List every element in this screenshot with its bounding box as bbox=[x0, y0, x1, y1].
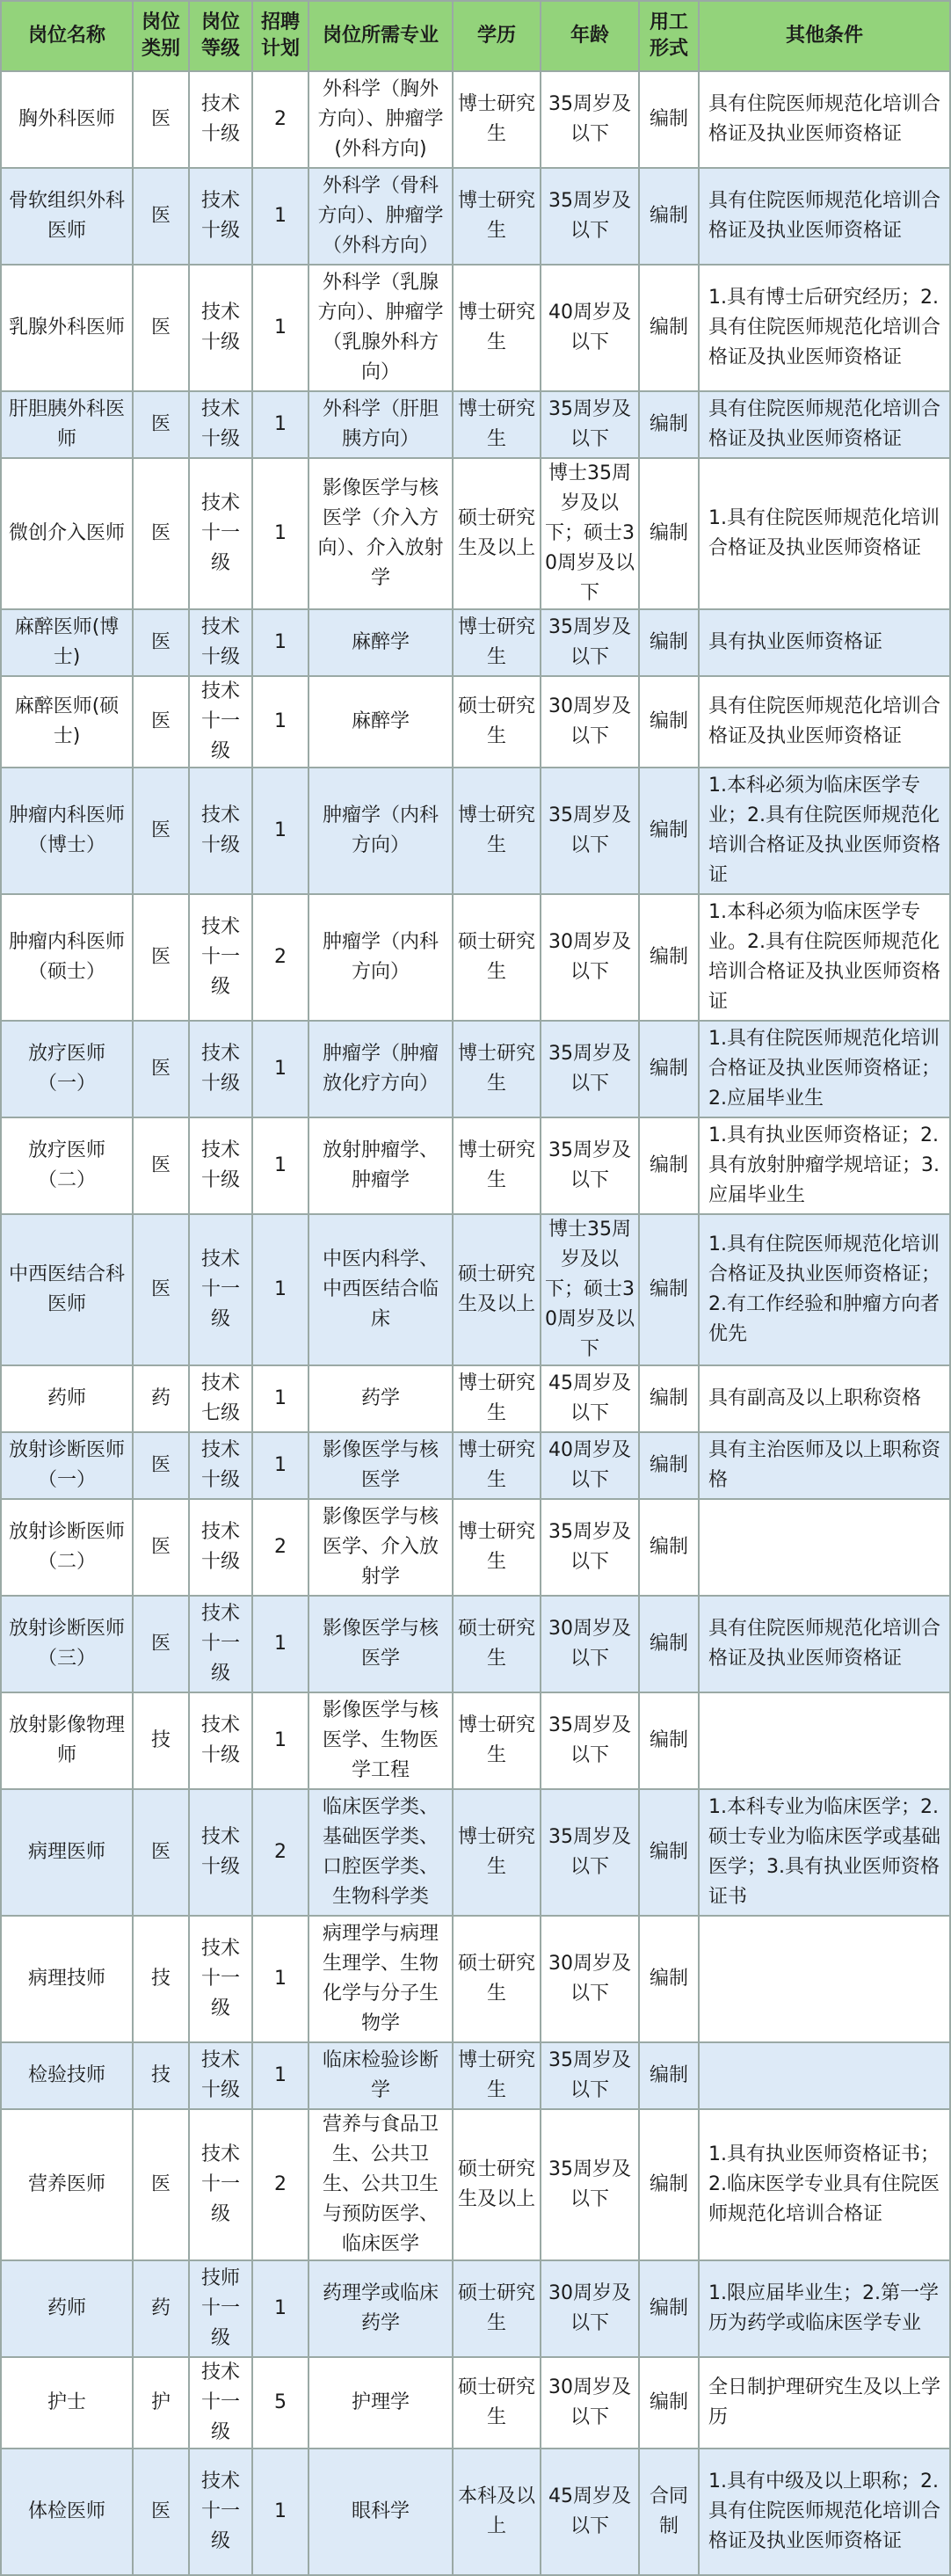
cell-age: 35周岁及以下 bbox=[541, 1692, 639, 1789]
cell-category: 医 bbox=[133, 1499, 189, 1596]
cell-grade: 技术七级 bbox=[189, 1365, 252, 1432]
cell-employment: 编制 bbox=[639, 609, 699, 676]
cell-conditions: 1.具有执业医师资格证；2.具有放射肿瘤学规培证；3.应届毕业生 bbox=[699, 1117, 950, 1214]
cell-employment: 编制 bbox=[639, 2357, 699, 2449]
cell-age: 45周岁及以下 bbox=[541, 2449, 639, 2575]
cell-conditions: 1.具有中级及以上职称；2.具有住院医师规范化培训合格证及执业医师资格证 bbox=[699, 2449, 950, 2575]
cell-age: 30周岁及以下 bbox=[541, 2357, 639, 2449]
table-row bbox=[1, 458, 950, 609]
cell-age: 35周岁及以下 bbox=[541, 391, 639, 458]
cell-category: 医 bbox=[133, 609, 189, 676]
cell-position-name: 肿瘤内科医师（硕士） bbox=[1, 894, 133, 1021]
cell-employment: 编制 bbox=[639, 168, 699, 265]
cell-age: 博士35周岁及以下；硕士30周岁及以下 bbox=[541, 458, 639, 609]
cell-education: 硕士研究生 bbox=[453, 894, 541, 1021]
cell-position-name: 放射诊断医师（一） bbox=[1, 1432, 133, 1499]
cell-grade: 技术十一级 bbox=[189, 2357, 252, 2449]
cell-major: 麻醉学 bbox=[309, 609, 453, 676]
cell-major: 肿瘤学（内科方向） bbox=[309, 768, 453, 894]
cell-position-name: 检验技师 bbox=[1, 2042, 133, 2109]
cell-grade: 技术十级 bbox=[189, 1432, 252, 1499]
cell-grade: 技术十级 bbox=[189, 168, 252, 265]
cell-position-name: 放疗医师（二） bbox=[1, 1117, 133, 1214]
cell-employment: 编制 bbox=[639, 676, 699, 768]
cell-major: 影像医学与核医学 bbox=[309, 1432, 453, 1499]
cell-employment: 编制 bbox=[639, 1117, 699, 1214]
cell-plan: 1 bbox=[252, 1117, 309, 1214]
cell-position-name: 骨软组织外科医师 bbox=[1, 168, 133, 265]
cell-major: 营养与食品卫生、公共卫生、公共卫生与预防医学、临床医学 bbox=[309, 2109, 453, 2260]
cell-employment: 编制 bbox=[639, 2260, 699, 2357]
cell-position-name: 乳腺外科医师 bbox=[1, 265, 133, 391]
cell-grade: 技术十级 bbox=[189, 1021, 252, 1117]
table-row bbox=[1, 2109, 950, 2260]
cell-major: 药学 bbox=[309, 1365, 453, 1432]
header-row bbox=[1, 1, 950, 71]
cell-major: 麻醉学 bbox=[309, 676, 453, 768]
table-row bbox=[1, 71, 950, 168]
cell-position-name: 病理医师 bbox=[1, 1789, 133, 1916]
cell-category: 医 bbox=[133, 458, 189, 609]
header-major: 岗位所需专业 bbox=[309, 1, 453, 71]
table-row bbox=[1, 1021, 950, 1117]
cell-grade: 技术十级 bbox=[189, 1499, 252, 1596]
cell-age: 35周岁及以下 bbox=[541, 1021, 639, 1117]
header-grade: 岗位等级 bbox=[189, 1, 252, 71]
cell-plan: 1 bbox=[252, 168, 309, 265]
cell-plan: 1 bbox=[252, 265, 309, 391]
cell-grade: 技师十一级 bbox=[189, 2260, 252, 2357]
cell-grade: 技术十级 bbox=[189, 2042, 252, 2109]
cell-conditions bbox=[699, 1499, 950, 1596]
cell-plan: 5 bbox=[252, 2357, 309, 2449]
cell-major: 肿瘤学（肿瘤放化疗方向） bbox=[309, 1021, 453, 1117]
table-row bbox=[1, 1692, 950, 1789]
cell-employment: 编制 bbox=[639, 1214, 699, 1365]
cell-conditions: 具有执业医师资格证 bbox=[699, 609, 950, 676]
cell-category: 医 bbox=[133, 1117, 189, 1214]
cell-conditions: 具有副高及以上职称资格 bbox=[699, 1365, 950, 1432]
cell-age: 35周岁及以下 bbox=[541, 2109, 639, 2260]
cell-position-name: 药师 bbox=[1, 1365, 133, 1432]
cell-conditions: 具有住院医师规范化培训合格证及执业医师资格证 bbox=[699, 168, 950, 265]
cell-position-name: 放疗医师（一） bbox=[1, 1021, 133, 1117]
table-row bbox=[1, 391, 950, 458]
cell-major: 临床检验诊断学 bbox=[309, 2042, 453, 2109]
header-plan: 招聘计划 bbox=[252, 1, 309, 71]
table-body bbox=[1, 71, 950, 2575]
cell-education: 博士研究生 bbox=[453, 1499, 541, 1596]
cell-category: 医 bbox=[133, 1432, 189, 1499]
cell-major: 影像医学与核医学（介入方向）、介入放射学 bbox=[309, 458, 453, 609]
cell-plan: 1 bbox=[252, 609, 309, 676]
cell-education: 博士研究生 bbox=[453, 1117, 541, 1214]
cell-major: 病理学与病理生理学、生物化学与分子生物学 bbox=[309, 1916, 453, 2042]
cell-grade: 技术十级 bbox=[189, 265, 252, 391]
cell-education: 硕士研究生及以上 bbox=[453, 458, 541, 609]
cell-employment: 编制 bbox=[639, 768, 699, 894]
cell-employment: 编制 bbox=[639, 2042, 699, 2109]
cell-category: 医 bbox=[133, 1021, 189, 1117]
header-conditions: 其他条件 bbox=[699, 1, 950, 71]
cell-employment: 编制 bbox=[639, 1432, 699, 1499]
cell-education: 博士研究生 bbox=[453, 1365, 541, 1432]
cell-grade: 技术十一级 bbox=[189, 676, 252, 768]
cell-age: 35周岁及以下 bbox=[541, 1117, 639, 1214]
cell-position-name: 营养医师 bbox=[1, 2109, 133, 2260]
cell-education: 博士研究生 bbox=[453, 168, 541, 265]
cell-grade: 技术十一级 bbox=[189, 894, 252, 1021]
cell-conditions: 1.具有住院医师规范化培训合格证及执业医师资格证 bbox=[699, 458, 950, 609]
cell-education: 博士研究生 bbox=[453, 1789, 541, 1916]
cell-grade: 技术十级 bbox=[189, 768, 252, 894]
cell-education: 硕士研究生 bbox=[453, 676, 541, 768]
cell-education: 博士研究生 bbox=[453, 1692, 541, 1789]
cell-category: 药 bbox=[133, 1365, 189, 1432]
header-category: 岗位类别 bbox=[133, 1, 189, 71]
cell-plan: 2 bbox=[252, 894, 309, 1021]
cell-plan: 1 bbox=[252, 1021, 309, 1117]
cell-category: 医 bbox=[133, 1596, 189, 1692]
table-row bbox=[1, 1432, 950, 1499]
cell-position-name: 护士 bbox=[1, 2357, 133, 2449]
cell-education: 硕士研究生 bbox=[453, 2357, 541, 2449]
cell-employment: 编制 bbox=[639, 1365, 699, 1432]
table-row bbox=[1, 1499, 950, 1596]
cell-plan: 1 bbox=[252, 458, 309, 609]
cell-education: 硕士研究生及以上 bbox=[453, 1214, 541, 1365]
cell-age: 45周岁及以下 bbox=[541, 1365, 639, 1432]
cell-employment: 编制 bbox=[639, 71, 699, 168]
cell-conditions: 1.具有住院医师规范化培训合格证及执业医师资格证；2.应届毕业生 bbox=[699, 1021, 950, 1117]
table-row bbox=[1, 1365, 950, 1432]
cell-employment: 编制 bbox=[639, 2109, 699, 2260]
cell-category: 医 bbox=[133, 2449, 189, 2575]
cell-category: 医 bbox=[133, 2109, 189, 2260]
cell-plan: 1 bbox=[252, 676, 309, 768]
table-row bbox=[1, 2042, 950, 2109]
cell-major: 药理学或临床药学 bbox=[309, 2260, 453, 2357]
table-row bbox=[1, 1596, 950, 1692]
header-name: 岗位名称 bbox=[1, 1, 133, 71]
cell-position-name: 放射诊断医师（三） bbox=[1, 1596, 133, 1692]
cell-plan: 1 bbox=[252, 1916, 309, 2042]
cell-position-name: 病理技师 bbox=[1, 1916, 133, 2042]
cell-major: 中医内科学、中西医结合临床 bbox=[309, 1214, 453, 1365]
cell-employment: 编制 bbox=[639, 458, 699, 609]
cell-plan: 2 bbox=[252, 71, 309, 168]
cell-age: 30周岁及以下 bbox=[541, 2260, 639, 2357]
cell-major: 影像医学与核医学、生物医学工程 bbox=[309, 1692, 453, 1789]
cell-conditions: 具有住院医师规范化培训合格证及执业医师资格证 bbox=[699, 71, 950, 168]
cell-education: 博士研究生 bbox=[453, 71, 541, 168]
cell-category: 医 bbox=[133, 265, 189, 391]
cell-grade: 技术十一级 bbox=[189, 1916, 252, 2042]
cell-major: 外科学（乳腺方向）、肿瘤学（乳腺外科方向） bbox=[309, 265, 453, 391]
cell-position-name: 肿瘤内科医师（博士） bbox=[1, 768, 133, 894]
table-row bbox=[1, 168, 950, 265]
cell-category: 医 bbox=[133, 391, 189, 458]
cell-education: 博士研究生 bbox=[453, 1432, 541, 1499]
header-age: 年龄 bbox=[541, 1, 639, 71]
cell-plan: 1 bbox=[252, 1365, 309, 1432]
cell-position-name: 体检医师 bbox=[1, 2449, 133, 2575]
cell-education: 硕士研究生 bbox=[453, 2260, 541, 2357]
cell-age: 35周岁及以下 bbox=[541, 1789, 639, 1916]
cell-plan: 2 bbox=[252, 1789, 309, 1916]
cell-conditions bbox=[699, 1916, 950, 2042]
cell-employment: 编制 bbox=[639, 1692, 699, 1789]
cell-age: 30周岁及以下 bbox=[541, 894, 639, 1021]
cell-education: 博士研究生 bbox=[453, 1021, 541, 1117]
cell-grade: 技术十一级 bbox=[189, 2109, 252, 2260]
cell-major: 影像医学与核医学 bbox=[309, 1596, 453, 1692]
cell-category: 技 bbox=[133, 1916, 189, 2042]
cell-conditions: 全日制护理研究生及以上学历 bbox=[699, 2357, 950, 2449]
cell-age: 35周岁及以下 bbox=[541, 2042, 639, 2109]
cell-age: 35周岁及以下 bbox=[541, 768, 639, 894]
cell-conditions: 1.具有执业医师资格证书；2.临床医学专业具有住院医师规范化培训合格证 bbox=[699, 2109, 950, 2260]
cell-category: 医 bbox=[133, 1789, 189, 1916]
cell-plan: 1 bbox=[252, 1432, 309, 1499]
cell-plan: 1 bbox=[252, 2260, 309, 2357]
cell-plan: 2 bbox=[252, 2109, 309, 2260]
cell-major: 临床医学类、基础医学类、口腔医学类、生物科学类 bbox=[309, 1789, 453, 1916]
cell-category: 医 bbox=[133, 768, 189, 894]
cell-category: 医 bbox=[133, 71, 189, 168]
cell-education: 硕士研究生 bbox=[453, 1596, 541, 1692]
cell-education: 硕士研究生 bbox=[453, 1916, 541, 2042]
table-row bbox=[1, 2260, 950, 2357]
cell-plan: 2 bbox=[252, 1499, 309, 1596]
table-row bbox=[1, 609, 950, 676]
cell-grade: 技术十一级 bbox=[189, 2449, 252, 2575]
cell-conditions: 1.具有住院医师规范化培训合格证及执业医师资格证；2.有工作经验和肿瘤方向者优先 bbox=[699, 1214, 950, 1365]
cell-employment: 编制 bbox=[639, 1499, 699, 1596]
table-row bbox=[1, 2357, 950, 2449]
cell-category: 医 bbox=[133, 894, 189, 1021]
cell-conditions: 1.具有博士后研究经历；2.具有住院医师规范化培训合格证及执业医师资格证 bbox=[699, 265, 950, 391]
cell-education: 博士研究生 bbox=[453, 2042, 541, 2109]
cell-position-name: 放射影像物理师 bbox=[1, 1692, 133, 1789]
cell-conditions: 1.本科必须为临床医学专业。2.具有住院医师规范化培训合格证及执业医师资格证 bbox=[699, 894, 950, 1021]
cell-category: 技 bbox=[133, 2042, 189, 2109]
cell-age: 35周岁及以下 bbox=[541, 609, 639, 676]
cell-plan: 1 bbox=[252, 1596, 309, 1692]
cell-major: 外科学（骨科方向）、肿瘤学（外科方向） bbox=[309, 168, 453, 265]
cell-age: 35周岁及以下 bbox=[541, 71, 639, 168]
cell-plan: 1 bbox=[252, 391, 309, 458]
cell-conditions: 1.限应届毕业生；2.第一学历为药学或临床医学专业 bbox=[699, 2260, 950, 2357]
cell-plan: 1 bbox=[252, 1214, 309, 1365]
cell-plan: 1 bbox=[252, 1692, 309, 1789]
cell-category: 药 bbox=[133, 2260, 189, 2357]
cell-employment: 编制 bbox=[639, 1789, 699, 1916]
cell-major: 放射肿瘤学、肿瘤学 bbox=[309, 1117, 453, 1214]
table-row bbox=[1, 265, 950, 391]
cell-education: 硕士研究生及以上 bbox=[453, 2109, 541, 2260]
cell-plan: 1 bbox=[252, 2042, 309, 2109]
cell-grade: 技术十级 bbox=[189, 1117, 252, 1214]
cell-employment: 合同制 bbox=[639, 2449, 699, 2575]
cell-conditions: 1.本科必须为临床医学专业；2.具有住院医师规范化培训合格证及执业医师资格证 bbox=[699, 768, 950, 894]
cell-position-name: 药师 bbox=[1, 2260, 133, 2357]
cell-conditions: 具有住院医师规范化培训合格证及执业医师资格证 bbox=[699, 1596, 950, 1692]
cell-category: 医 bbox=[133, 676, 189, 768]
header-education: 学历 bbox=[453, 1, 541, 71]
cell-education: 博士研究生 bbox=[453, 391, 541, 458]
cell-major: 护理学 bbox=[309, 2357, 453, 2449]
table-row bbox=[1, 1214, 950, 1365]
cell-position-name: 胸外科医师 bbox=[1, 71, 133, 168]
cell-position-name: 放射诊断医师（二） bbox=[1, 1499, 133, 1596]
cell-position-name: 中西医结合科医师 bbox=[1, 1214, 133, 1365]
cell-age: 35周岁及以下 bbox=[541, 168, 639, 265]
table-row bbox=[1, 768, 950, 894]
cell-conditions: 1.本科专业为临床医学；2.硕士专业为临床医学或基础医学；3.具有执业医师资格证书 bbox=[699, 1789, 950, 1916]
cell-conditions: 具有住院医师规范化培训合格证及执业医师资格证 bbox=[699, 391, 950, 458]
cell-age: 30周岁及以下 bbox=[541, 1916, 639, 2042]
cell-age: 40周岁及以下 bbox=[541, 1432, 639, 1499]
cell-grade: 技术十级 bbox=[189, 71, 252, 168]
cell-position-name: 麻醉医师(硕士) bbox=[1, 676, 133, 768]
cell-grade: 技术十一级 bbox=[189, 1596, 252, 1692]
cell-education: 博士研究生 bbox=[453, 768, 541, 894]
cell-category: 护 bbox=[133, 2357, 189, 2449]
cell-employment: 编制 bbox=[639, 391, 699, 458]
cell-plan: 1 bbox=[252, 2449, 309, 2575]
cell-major: 影像医学与核医学、介入放射学 bbox=[309, 1499, 453, 1596]
cell-employment: 编制 bbox=[639, 894, 699, 1021]
cell-age: 40周岁及以下 bbox=[541, 265, 639, 391]
cell-age: 30周岁及以下 bbox=[541, 676, 639, 768]
cell-grade: 技术十一级 bbox=[189, 1214, 252, 1365]
cell-major: 外科学（胸外方向）、肿瘤学(外科方向) bbox=[309, 71, 453, 168]
cell-education: 本科及以上 bbox=[453, 2449, 541, 2575]
cell-conditions: 具有主治医师及以上职称资格 bbox=[699, 1432, 950, 1499]
table-row bbox=[1, 1117, 950, 1214]
cell-conditions bbox=[699, 1692, 950, 1789]
cell-employment: 编制 bbox=[639, 1916, 699, 2042]
cell-age: 博士35周岁及以下；硕士30周岁及以下 bbox=[541, 1214, 639, 1365]
cell-employment: 编制 bbox=[639, 1596, 699, 1692]
cell-grade: 技术十级 bbox=[189, 1789, 252, 1916]
cell-education: 博士研究生 bbox=[453, 609, 541, 676]
cell-major: 外科学（肝胆胰方向） bbox=[309, 391, 453, 458]
cell-employment: 编制 bbox=[639, 1021, 699, 1117]
cell-position-name: 麻醉医师(博士) bbox=[1, 609, 133, 676]
cell-category: 医 bbox=[133, 1214, 189, 1365]
cell-position-name: 微创介入医师 bbox=[1, 458, 133, 609]
cell-conditions bbox=[699, 2042, 950, 2109]
cell-plan: 1 bbox=[252, 768, 309, 894]
cell-age: 35周岁及以下 bbox=[541, 1499, 639, 1596]
cell-education: 博士研究生 bbox=[453, 265, 541, 391]
cell-grade: 技术十一级 bbox=[189, 458, 252, 609]
cell-employment: 编制 bbox=[639, 265, 699, 391]
cell-category: 医 bbox=[133, 168, 189, 265]
table-row bbox=[1, 2449, 950, 2575]
cell-age: 30周岁及以下 bbox=[541, 1596, 639, 1692]
cell-grade: 技术十级 bbox=[189, 391, 252, 458]
cell-grade: 技术十级 bbox=[189, 609, 252, 676]
cell-grade: 技术十级 bbox=[189, 1692, 252, 1789]
table-row bbox=[1, 1916, 950, 2042]
cell-major: 肿瘤学（内科方向） bbox=[309, 894, 453, 1021]
table-row bbox=[1, 676, 950, 768]
header-employment: 用工形式 bbox=[639, 1, 699, 71]
cell-category: 技 bbox=[133, 1692, 189, 1789]
cell-major: 眼科学 bbox=[309, 2449, 453, 2575]
cell-conditions: 具有住院医师规范化培训合格证及执业医师资格证 bbox=[699, 676, 950, 768]
table-row bbox=[1, 1789, 950, 1916]
table-row bbox=[1, 894, 950, 1021]
cell-position-name: 肝胆胰外科医师 bbox=[1, 391, 133, 458]
